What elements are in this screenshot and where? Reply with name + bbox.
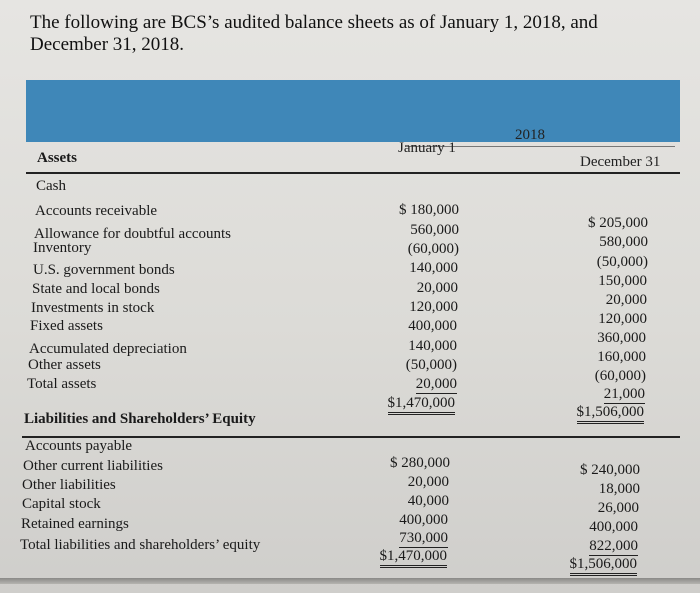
asset-label: State and local bonds (32, 281, 160, 297)
asset-jan-value: 140,000 (409, 260, 458, 276)
asset-label: Accounts receivable (35, 203, 158, 219)
asset-label: Cash (36, 178, 66, 194)
asset-jan-value: 20,000 (416, 280, 458, 296)
total-assets-dec: $1,506,000 (577, 404, 645, 424)
col-head-january: January 1 (398, 140, 456, 156)
liability-dec-value: 400,000 (589, 519, 638, 535)
assets-heading: Assets (37, 150, 77, 166)
liability-jan-value: 40,000 (407, 493, 449, 509)
table-header-band (26, 80, 680, 142)
asset-dec-value: 580,000 (599, 234, 648, 250)
asset-dec-value: 150,000 (598, 273, 647, 289)
liability-jan-value: $ 280,000 (390, 455, 450, 471)
liability-jan-value: 730,000 (399, 530, 448, 546)
total-assets-jan: $1,470,000 (388, 395, 456, 415)
liability-label: Total liabilities and shareholders’ equity (20, 537, 261, 553)
liability-dec-value: 26,000 (597, 500, 639, 516)
asset-jan-value: 400,000 (408, 318, 457, 334)
asset-jan-value: 140,000 (408, 338, 457, 354)
asset-jan-value: $ 180,000 (399, 202, 459, 218)
asset-jan-value: 120,000 (409, 299, 458, 315)
asset-dec-value: 21,000 (603, 386, 645, 402)
liability-label: Accounts payable (25, 438, 133, 454)
liability-jan-value: 400,000 (399, 512, 448, 528)
liability-label: Other liabilities (22, 477, 116, 493)
total-liabilities-dec: $1,506,000 (570, 556, 638, 576)
total-liabilities-jan: $1,470,000 (380, 548, 448, 568)
asset-dec-value: 20,000 (605, 292, 647, 308)
asset-dec-value: 160,000 (597, 349, 646, 365)
col-head-december: December 31 (580, 154, 661, 170)
asset-dec-value: 360,000 (597, 330, 646, 346)
liabilities-heading: Liabilities and Shareholders’ Equity (24, 411, 256, 427)
asset-label: Allowance for doubtful accounts (34, 226, 232, 242)
asset-dec-value: (60,000) (594, 368, 646, 384)
header-rule (26, 172, 680, 174)
asset-label: Investments in stock (31, 300, 155, 316)
asset-label: Inventory (33, 240, 92, 256)
intro-text: The following are BCS’s audited balance sheets as of January 1, 2018, and December 31, 2018. (30, 12, 598, 55)
asset-jan-value: (60,000) (407, 241, 459, 257)
asset-jan-value: 20,000 (415, 376, 457, 392)
asset-label: U.S. government bonds (33, 262, 175, 278)
asset-jan-value: 560,000 (410, 222, 459, 238)
asset-jan-value: (50,000) (405, 357, 457, 373)
liability-label: Capital stock (22, 496, 101, 512)
asset-label: Accumulated depreciation (29, 341, 187, 357)
liability-dec-value: 822,000 (589, 538, 638, 554)
liability-label: Other current liabilities (23, 458, 163, 474)
liability-dec-value: $ 240,000 (580, 462, 640, 478)
asset-dec-value: 120,000 (598, 311, 647, 327)
liability-label: Retained earnings (21, 516, 129, 532)
year-heading: 2018 (515, 127, 545, 143)
asset-dec-value: $ 205,000 (588, 215, 648, 231)
page-bottom-edge (0, 578, 700, 584)
asset-label: Other assets (28, 357, 101, 373)
liability-jan-value: 20,000 (407, 474, 449, 490)
asset-dec-value: (50,000) (596, 254, 648, 270)
asset-label: Fixed assets (30, 318, 103, 334)
asset-label: Total assets (27, 376, 97, 392)
liability-dec-value: 18,000 (598, 481, 640, 497)
